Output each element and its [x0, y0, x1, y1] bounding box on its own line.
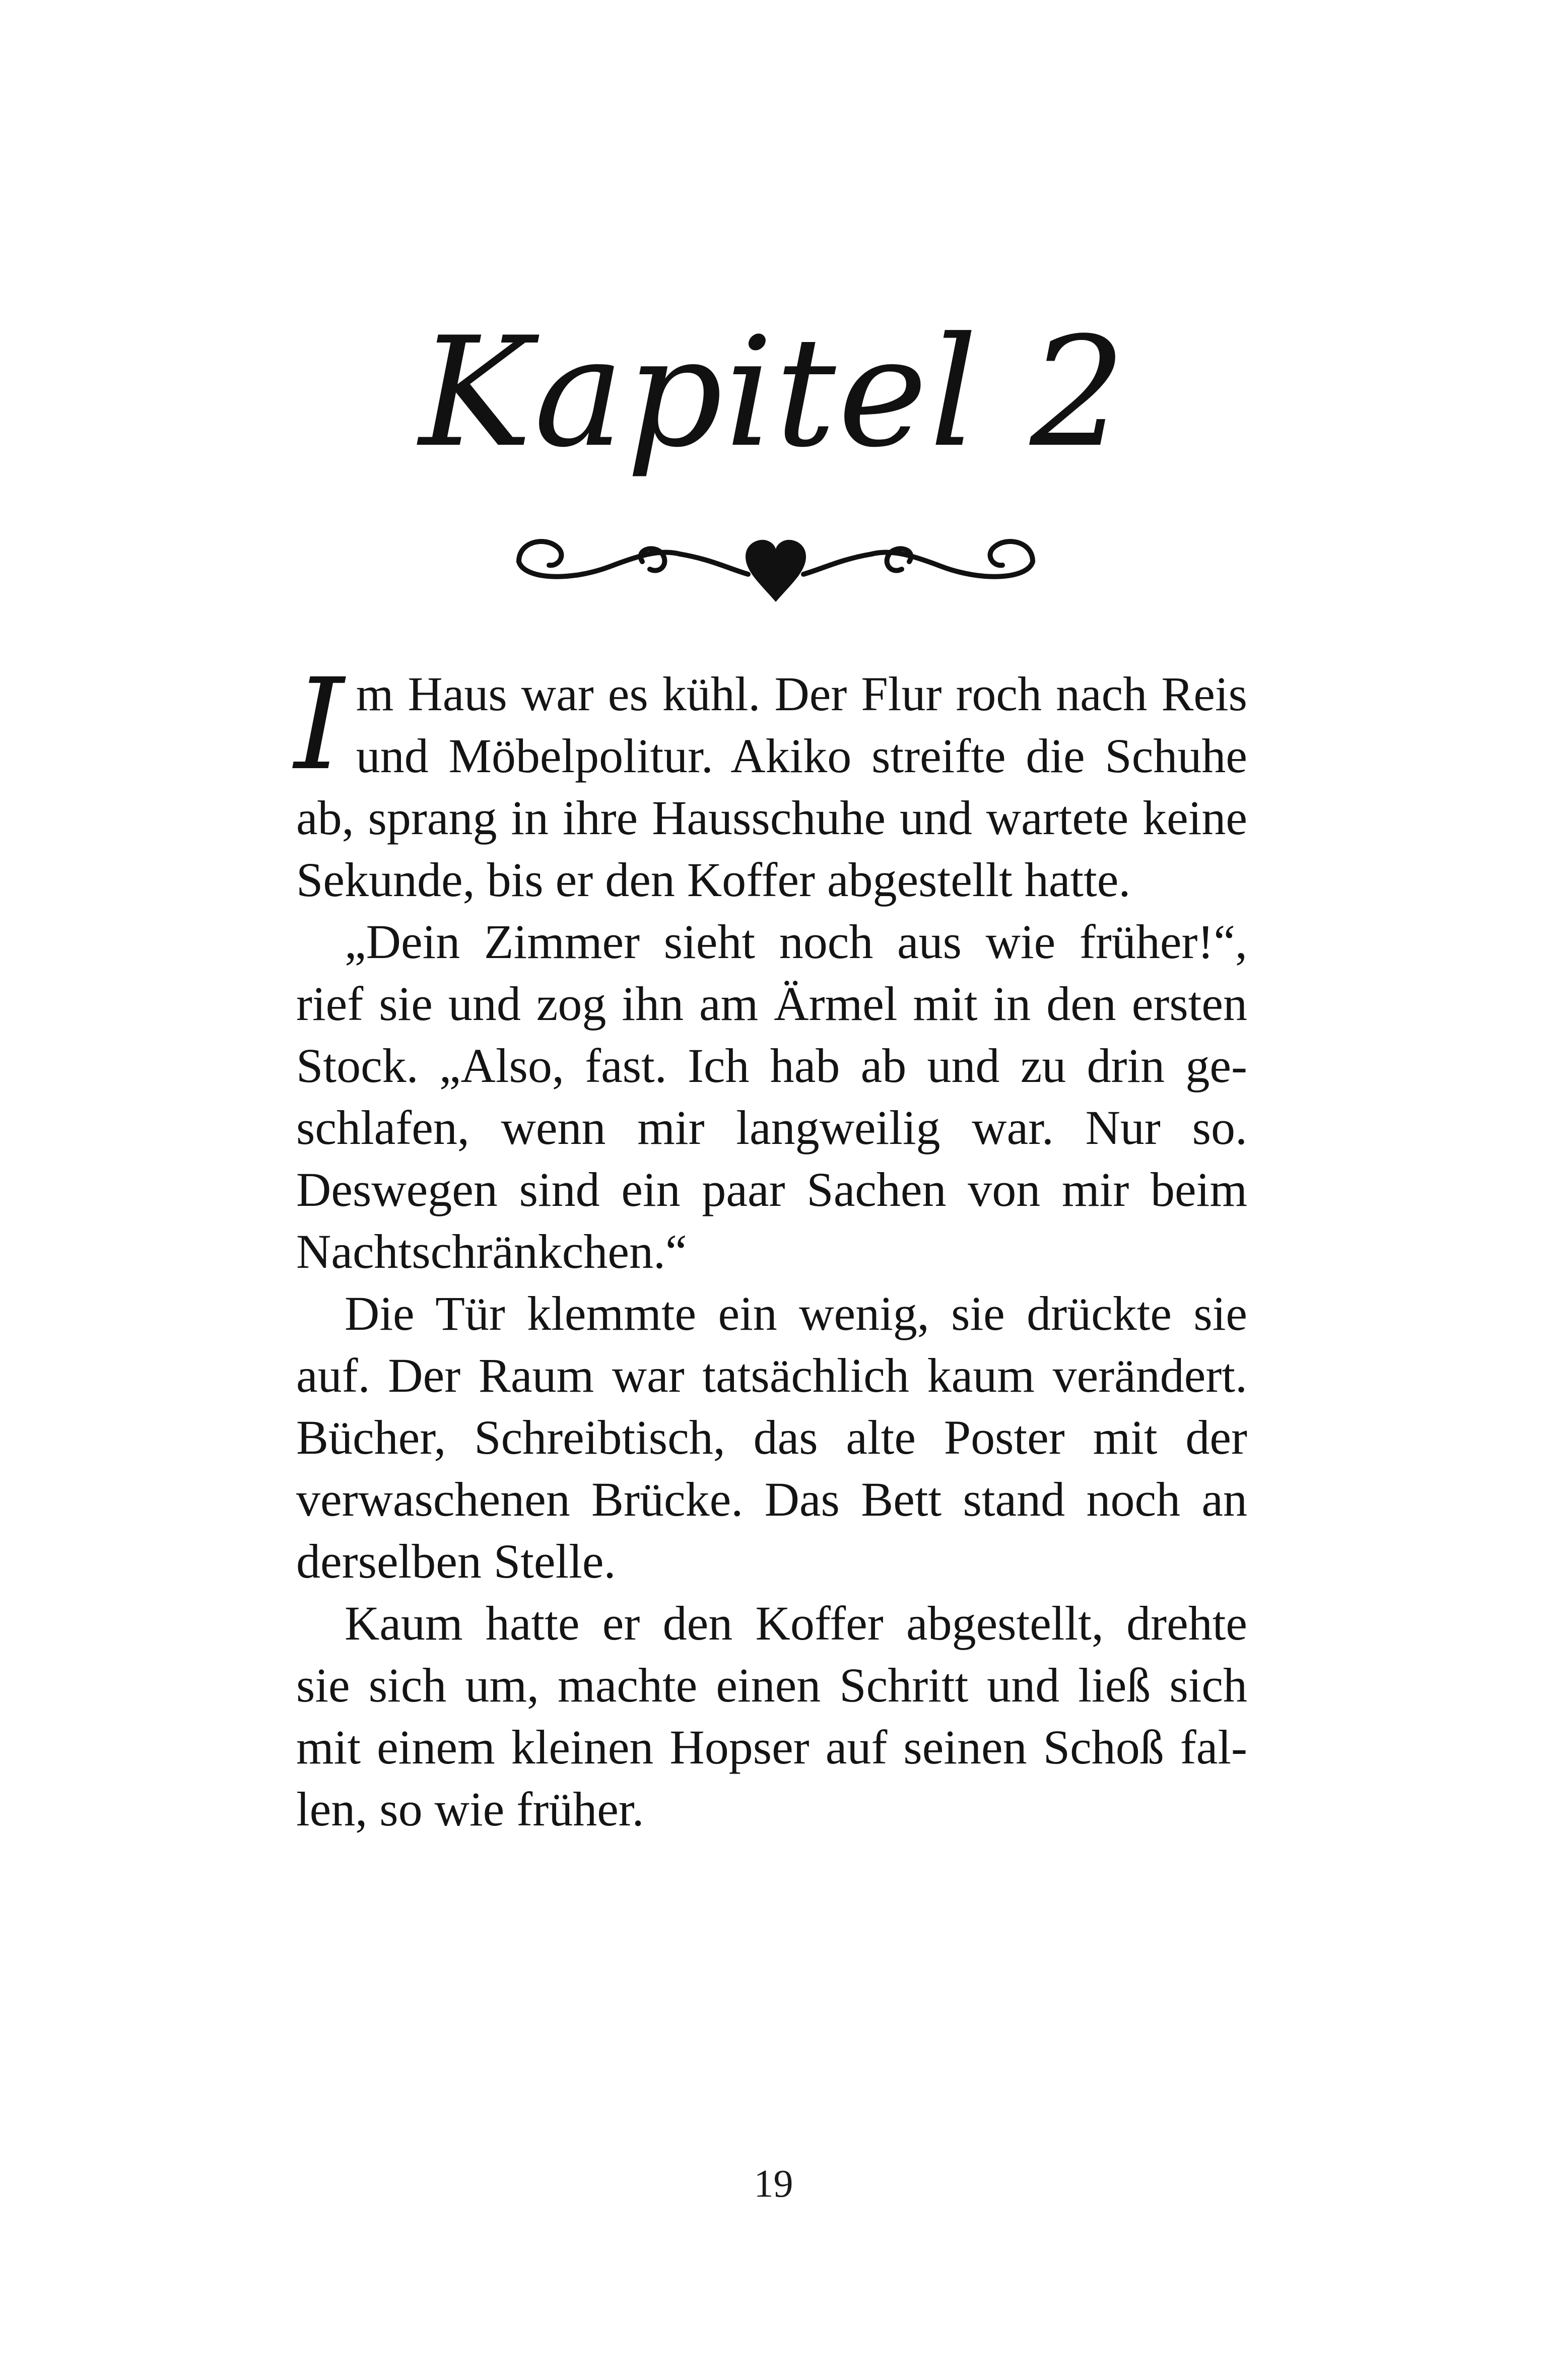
paragraph: „Dein Zimmer sieht noch aus wie früher!“, rief sie und zog ihn am Ärmel mit in den ersten Stock. „Also, fast. Ich hab ab und zu drin geschlafen, wenn mir langweilig war. Nur so. Deswegen sind ein paar Sachen von mir beim Nachtschränkchen.“	[296, 915, 1247, 1278]
paragraph-text: m Haus war es kühl. Der Flur roch nach Reis und Möbelpolitur. Akiko streifte die Schuhe ab, sprang in ihre Hausschuhe und wartete keine Sekunde, bis er den Koffer abgestellt hatte.	[296, 667, 1247, 907]
drop-cap: I	[294, 651, 344, 798]
page-number: 19	[754, 2161, 793, 2205]
paragraph: Kaum hatte er den Koffer abgestellt, drehte sie sich um, machte einen Schritt und ließ sich mit einem kleinen Hopser auf seinen Schoß fallen, so wie früher.	[296, 1596, 1247, 1836]
heart-flourish-divider-icon	[509, 519, 1043, 604]
chapter-title: Kapitel 2	[419, 305, 1128, 481]
paragraph: Die Tür klemmte ein wenig, sie drückte sie auf. Der Raum war tatsächlich kaum verändert. Bücher, Schreibtisch, das alte Poster mit der verwaschenen Brücke. Das Bett stand noch an derselben Stelle.	[296, 1286, 1247, 1588]
chapter-body	[294, 651, 1247, 1840]
paragraph	[294, 651, 1247, 911]
